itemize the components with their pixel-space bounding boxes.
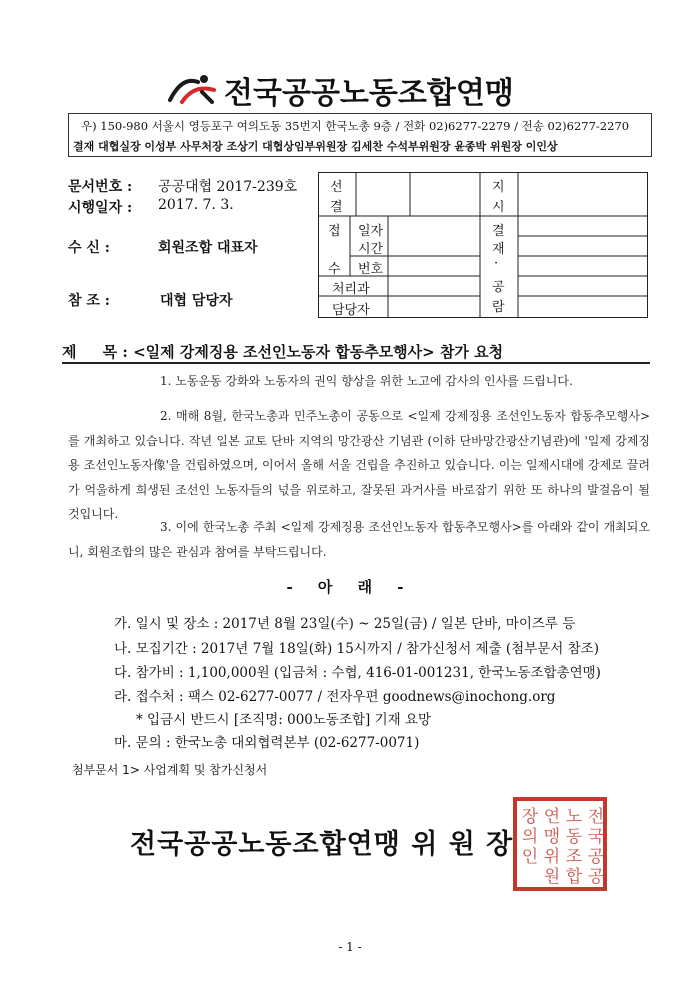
body-paragraph-3: 3. 이에 한국노총 주최 <일제 강제징용 조선인노동자 합동추모행사>를 아래와 같이 개최되오니, 회원조합의 많은 관심과 참여를 부탁드립니다. <box>68 520 650 559</box>
grid-cheorigwa: 처리과 <box>332 282 370 297</box>
grid-ilja: 일자 <box>358 224 384 239</box>
grid-gyeoljae-5: 람 <box>492 300 505 315</box>
grid-sigan: 시간 <box>358 242 384 257</box>
seal-glyph: 전 <box>587 807 605 827</box>
subject-label: 제 목 : <box>62 343 128 361</box>
list-item-note: * 입금시 반드시 [조직명: 000노동조합] 기재 요망 <box>136 712 432 728</box>
doc-number-label: 문서번호 : <box>68 179 133 195</box>
list-item: 마. 문의 : 한국노총 대외협력본부 (02-6277-0071) <box>114 735 420 751</box>
grid-gyeoljae-4: 공 <box>492 280 505 295</box>
list-item: 가. 일시 및 장소 : 2017년 8월 23일(수) ~ 25일(금) / 일본 단바, 마이즈루 등 <box>114 616 576 632</box>
seal-glyph: 연 <box>543 807 561 827</box>
grid-gyeol: 결 <box>330 200 343 215</box>
subject-text: <일제 강제징용 조선인노동자 합동추모행사> 참가 요청 <box>133 343 504 361</box>
date-label: 시행일자 : <box>68 200 133 216</box>
seal-glyph: 합 <box>565 867 583 887</box>
reference-value: 대협 담당자 <box>160 293 233 309</box>
seal-glyph: 위 <box>543 847 561 867</box>
body-paragraph-2: 2. 매해 8월, 한국노총과 민주노총이 공동으로 <일제 강제징용 조선인노동자 합동추모행사>를 개최하고 있습니다. 작년 일본 교토 단바 지역의 망간광산 기념관 (이하 단바망간광산기념관)에 '일제 강제징용 조선인노동자像'을 건립하였으며, 이어서 올해 서울 건립을 추진하고 있습니다. 이는 일제시대에 강제로 끌려가 억울하게 희생된 조선인 노동자들의 넋을 위로하고, 잘못된 과거사를 바로잡기 위한 또 하나의 발걸음이 될 것입니다. <box>68 409 650 521</box>
seal-glyph: 공 <box>587 867 605 887</box>
subject-row <box>62 341 503 362</box>
reference-label: 참 조 : <box>68 293 110 309</box>
seal-glyph: 노 <box>565 807 583 827</box>
seal-glyph: 장 <box>521 807 539 827</box>
org-title: 전국공공노동조합연맹 <box>224 76 514 111</box>
grid-gyeoljae-1: 결 <box>492 224 505 239</box>
doc-number-value: 공공대협 2017-239호 <box>158 179 298 195</box>
staff-line: 결재 대협실장 이성부 사무처장 조상기 대협상임부위원장 김세찬 수석부위원장 윤종박 위원장 이인상 <box>73 140 558 153</box>
official-seal <box>512 796 608 892</box>
signature-line: 전국공공노동조합연맹 위 원 장 <box>130 829 514 860</box>
list-item: 라. 접수처 : 팩스 02-6277-0077 / 전자우편 goodnews@inochong.org <box>114 689 556 705</box>
seal-glyph: 동 <box>565 827 583 847</box>
recipient-value: 회원조합 대표자 <box>158 240 258 256</box>
grid-si: 시 <box>492 200 505 215</box>
seal-glyph: 맹 <box>543 827 561 847</box>
grid-damdangja: 담당자 <box>332 303 370 318</box>
grid-su: 수 <box>328 262 341 277</box>
list-item: 다. 참가비 : 1,100,000원 (입금처 : 수협, 416-01-001231, 한국노동조합총연맹) <box>114 665 601 681</box>
attachment-note: 첨부문서 1> 사업계획 및 참가신청서 <box>72 763 268 777</box>
seal-glyph: 인 <box>521 847 539 867</box>
arae-heading: - 아 래 - <box>286 578 414 596</box>
grid-gyeoljae-2: 재 <box>492 242 505 257</box>
grid-seon: 선 <box>330 180 343 195</box>
body-paragraph-1: 1. 노동운동 강화와 노동자의 권익 향상을 위한 노고에 감사의 인사를 드립니다. <box>160 374 573 388</box>
subject-divider <box>62 362 650 364</box>
approval-grid <box>318 172 648 318</box>
list-item: 나. 모집기간 : 2017년 7월 18일(화) 15시까지 / 참가신청서 제출 (첨부문서 참조) <box>114 641 599 657</box>
grid-gyeoljae-3: · <box>494 256 499 271</box>
address-box <box>68 113 652 157</box>
seal-glyph: 의 <box>521 827 539 847</box>
seal-glyph: 국 <box>587 827 605 847</box>
seal-glyph: 공 <box>587 847 605 867</box>
union-logo-icon <box>168 72 220 106</box>
page-number: - 1 - <box>338 940 362 954</box>
date-value: 2017. 7. 3. <box>158 197 234 213</box>
seal-glyph: 원 <box>543 867 561 887</box>
seal-glyph: 조 <box>565 847 583 867</box>
recipient-label: 수 신 : <box>68 240 110 256</box>
grid-jeop: 접 <box>328 224 341 239</box>
grid-ji: 지 <box>492 180 505 195</box>
address-line: 우) 150-980 서울시 영등포구 여의도동 35번지 한국노총 9층 / 전화 02)6277-2279 / 전송 02)6277-2270 <box>81 119 630 133</box>
grid-beonho: 번호 <box>358 262 384 277</box>
